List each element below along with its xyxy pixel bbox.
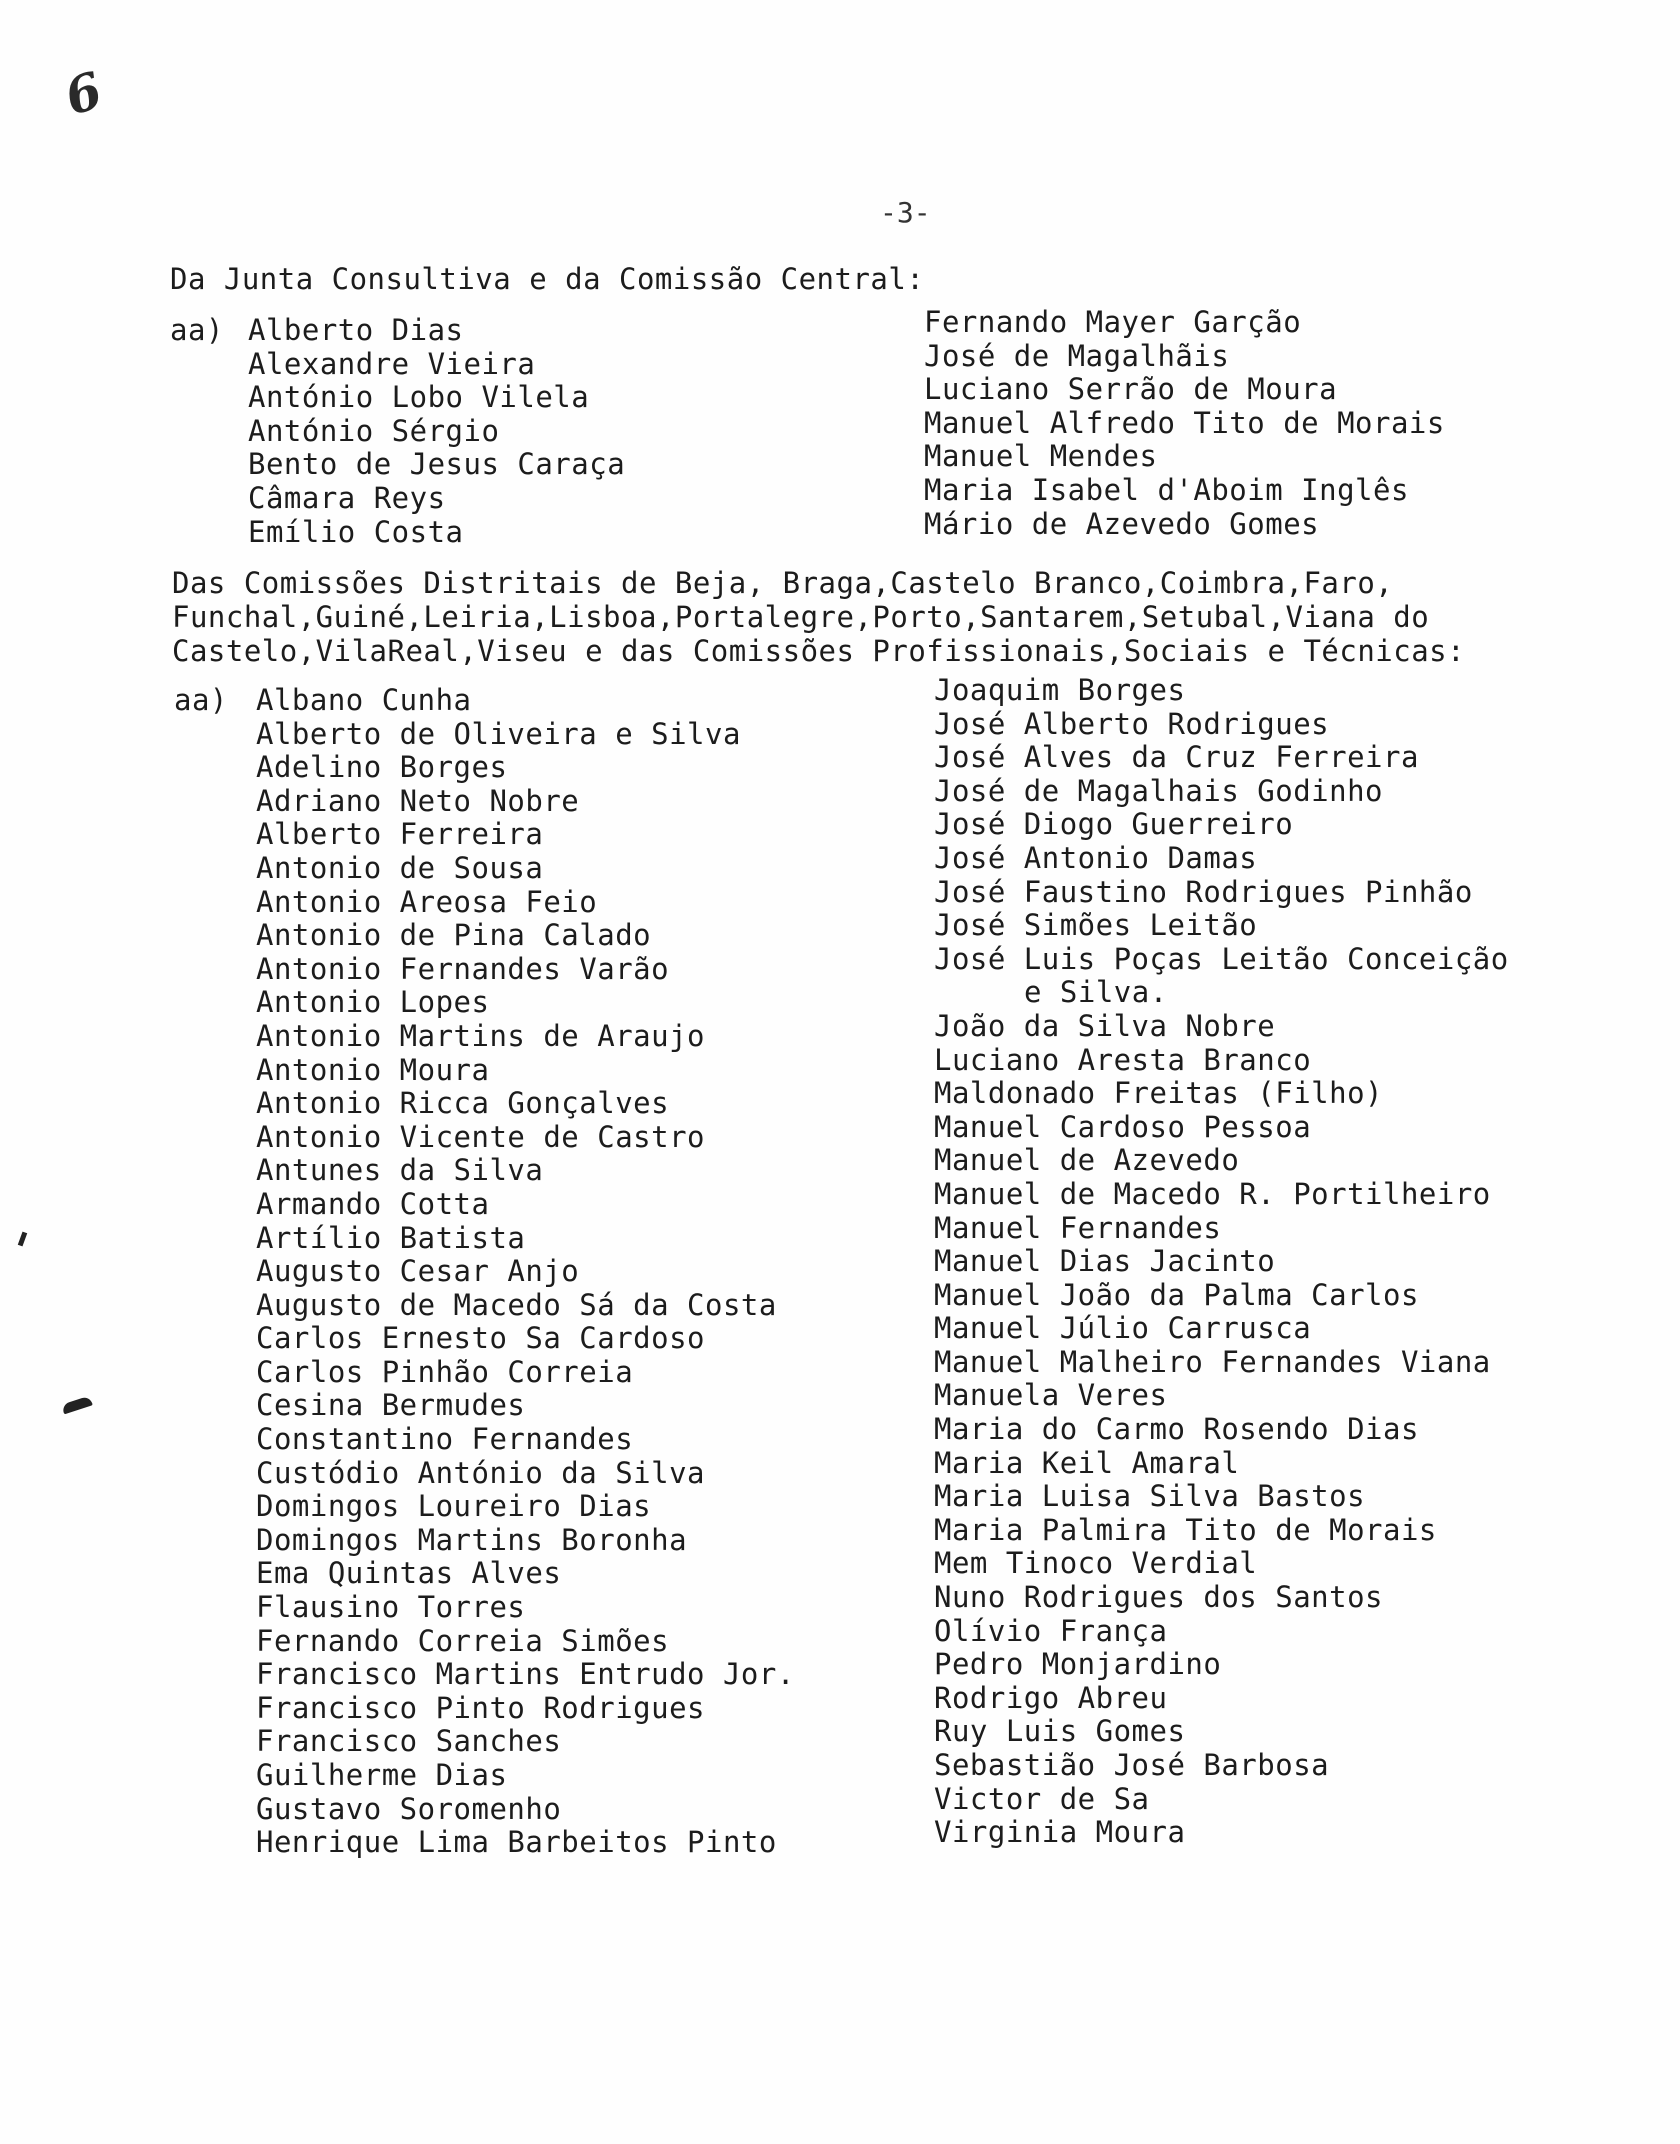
signatory-name: José Alves da Cruz Ferreira bbox=[934, 740, 1419, 775]
signatory-name: Custódio António da Silva bbox=[256, 1455, 705, 1490]
signatory-name: Francisco Martins Entrudo Jor. bbox=[256, 1657, 795, 1692]
signatory-name: Antunes da Silva bbox=[256, 1153, 544, 1188]
signatory-name: José Faustino Rodrigues Pinhão bbox=[934, 874, 1473, 909]
signatory-name: Alexandre Vieira bbox=[248, 346, 536, 381]
signatory-name: José Simões Leitão bbox=[934, 908, 1258, 943]
section2-marker: aa) bbox=[174, 683, 228, 717]
signatory-name: Manuel Dias Jacinto bbox=[934, 1244, 1276, 1279]
signatory-name: Antonio Vicente de Castro bbox=[256, 1119, 705, 1154]
signatory-name: Guilherme Dias bbox=[256, 1758, 508, 1792]
signatory-name: Carlos Pinhão Correia bbox=[256, 1354, 634, 1389]
signatory-name: Fernando Correia Simões bbox=[256, 1623, 670, 1658]
signatory-name: Nuno Rodrigues dos Santos bbox=[934, 1580, 1383, 1615]
section2-left-column bbox=[256, 684, 795, 1860]
signatory-name: Antonio de Pina Calado bbox=[256, 918, 652, 953]
signatory-name: Henrique Lima Barbeitos Pinto bbox=[256, 1825, 777, 1860]
signatory-name: Domingos Loureiro Dias bbox=[256, 1489, 652, 1524]
signatory-name: João da Silva Nobre bbox=[934, 1008, 1276, 1043]
signatory-name: Sebastião José Barbosa bbox=[934, 1748, 1330, 1782]
signatory-name: Luciano Aresta Branco bbox=[934, 1042, 1312, 1077]
signatory-name: Augusto de Macedo Sá da Costa bbox=[256, 1287, 777, 1322]
signatory-name: Armando Cotta bbox=[256, 1186, 490, 1221]
signatory-name: António Lobo Vilela bbox=[248, 380, 590, 415]
signatory-name: Rodrigo Abreu bbox=[934, 1680, 1168, 1715]
margin-mark bbox=[61, 1396, 93, 1415]
signatory-name: Câmara Reys bbox=[248, 480, 446, 515]
section2-right-column bbox=[934, 674, 1509, 1850]
section1-left-column bbox=[248, 314, 625, 549]
signatory-name: Manuela Veres bbox=[934, 1378, 1168, 1413]
signatory-name: António Sérgio bbox=[248, 413, 500, 448]
signatory-name: e Silva. bbox=[1024, 975, 1168, 1010]
signatory-name: Gustavo Soromenho bbox=[256, 1791, 562, 1826]
signatory-name: Luciano Serrão de Moura bbox=[924, 372, 1338, 407]
signatory-name: Maria Palmira Tito de Morais bbox=[934, 1512, 1437, 1547]
signatory-name: Francisco Sanches bbox=[256, 1724, 562, 1759]
signatory-name: Manuel João da Palma Carlos bbox=[934, 1277, 1419, 1312]
signatory-name: Antonio Fernandes Varão bbox=[256, 951, 670, 986]
folio-number: 6 bbox=[57, 60, 110, 127]
signatory-name: Augusto Cesar Anjo bbox=[256, 1254, 580, 1289]
section1-right-column bbox=[924, 306, 1445, 541]
signatory-name: Antonio Ricca Gonçalves bbox=[256, 1086, 670, 1121]
signatory-name: Maria Isabel d'Aboim Inglês bbox=[924, 472, 1409, 507]
signatory-name: Manuel de Macedo R. Portilheiro bbox=[934, 1176, 1491, 1211]
signatory-name: Antonio Lopes bbox=[256, 985, 490, 1020]
signatory-name: Alberto de Oliveira e Silva bbox=[256, 716, 741, 751]
signatory-name: Manuel Malheiro Fernandes Viana bbox=[934, 1344, 1491, 1379]
signatory-name: Victor de Sa bbox=[934, 1781, 1150, 1816]
signatory-name: Antonio Martins de Araujo bbox=[256, 1018, 705, 1053]
signatory-name: Manuel Cardoso Pessoa bbox=[934, 1109, 1312, 1144]
signatory-name: Flausino Torres bbox=[256, 1590, 526, 1625]
page-number: -3- bbox=[880, 196, 931, 229]
signatory-name: Manuel Fernandes bbox=[934, 1210, 1222, 1245]
signatory-name: Antonio Moura bbox=[256, 1052, 490, 1087]
signatory-name: Manuel Mendes bbox=[924, 439, 1158, 474]
signatory-name: Francisco Pinto Rodrigues bbox=[256, 1690, 705, 1725]
signatory-name: Fernando Mayer Garção bbox=[924, 305, 1302, 339]
margin-mark bbox=[18, 1232, 27, 1247]
signatory-name: Carlos Ernesto Sa Cardoso bbox=[256, 1321, 705, 1356]
signatory-name: Adelino Borges bbox=[256, 750, 508, 785]
signatory-name: Emílio Costa bbox=[248, 514, 464, 549]
signatory-name: José de Magalhais Godinho bbox=[934, 773, 1383, 808]
signatory-name: Pedro Monjardino bbox=[934, 1647, 1222, 1682]
signatory-name: Constantino Fernandes bbox=[256, 1422, 634, 1457]
signatory-name: José Alberto Rodrigues bbox=[934, 706, 1330, 741]
signatory-name: Mário de Azevedo Gomes bbox=[924, 506, 1320, 541]
section2-heading bbox=[172, 566, 1465, 668]
signatory-name: Ema Quintas Alves bbox=[256, 1556, 562, 1591]
signatory-name: José de Magalhãis bbox=[924, 338, 1230, 373]
signatory-name: Alberto Ferreira bbox=[256, 817, 544, 852]
section1-marker: aa) bbox=[170, 313, 224, 347]
signatory-name: Joaquim Borges bbox=[934, 673, 1186, 707]
signatory-name: Artílio Batista bbox=[256, 1220, 526, 1255]
signatory-name: Mem Tinoco Verdial bbox=[934, 1546, 1258, 1581]
signatory-name: Maldonado Freitas (Filho) bbox=[934, 1076, 1383, 1111]
section2-heading-line: Funchal,Guiné,Leiria,Lisboa,Portalegre,Porto,Santarem,Setubal,Viana do bbox=[172, 600, 1430, 634]
signatory-name: Alberto Dias bbox=[248, 313, 464, 347]
section1-heading: Da Junta Consultiva e da Comissão Central: bbox=[170, 262, 925, 296]
section2-heading-line: Das Comissões Distritais de Beja, Braga,Castelo Branco,Coimbra,Faro, bbox=[172, 566, 1394, 600]
signatory-name: Adriano Neto Nobre bbox=[256, 783, 580, 818]
signatory-name: José Diogo Guerreiro bbox=[934, 807, 1294, 842]
signatory-name: José Luis Poças Leitão Conceição bbox=[934, 941, 1509, 976]
signatory-name: Albano Cunha bbox=[256, 683, 472, 717]
signatory-name: Bento de Jesus Caraça bbox=[248, 447, 626, 482]
signatory-name: Domingos Martins Boronha bbox=[256, 1522, 688, 1557]
signatory-name: Manuel Júlio Carrusca bbox=[934, 1311, 1312, 1346]
signatory-name: Maria do Carmo Rosendo Dias bbox=[934, 1412, 1419, 1447]
signatory-name: Olívio França bbox=[934, 1613, 1168, 1648]
signatory-name: Manuel de Azevedo bbox=[934, 1143, 1240, 1178]
signatory-name: Manuel Alfredo Tito de Morais bbox=[924, 405, 1445, 440]
signatory-name: José Antonio Damas bbox=[934, 840, 1258, 875]
signatory-name: Ruy Luis Gomes bbox=[934, 1714, 1186, 1749]
signatory-name: Maria Luisa Silva Bastos bbox=[934, 1479, 1366, 1514]
signatory-name: Virginia Moura bbox=[934, 1815, 1186, 1850]
signatory-name: Maria Keil Amaral bbox=[934, 1445, 1240, 1480]
signatory-name: Antonio de Sousa bbox=[256, 850, 544, 885]
signatory-name: Cesina Bermudes bbox=[256, 1388, 526, 1423]
section2-heading-line: Castelo,VilaReal,Viseu e das Comissões Profissionais,Sociais e Técnicas: bbox=[172, 634, 1466, 668]
signatory-name: Antonio Areosa Feio bbox=[256, 884, 598, 919]
